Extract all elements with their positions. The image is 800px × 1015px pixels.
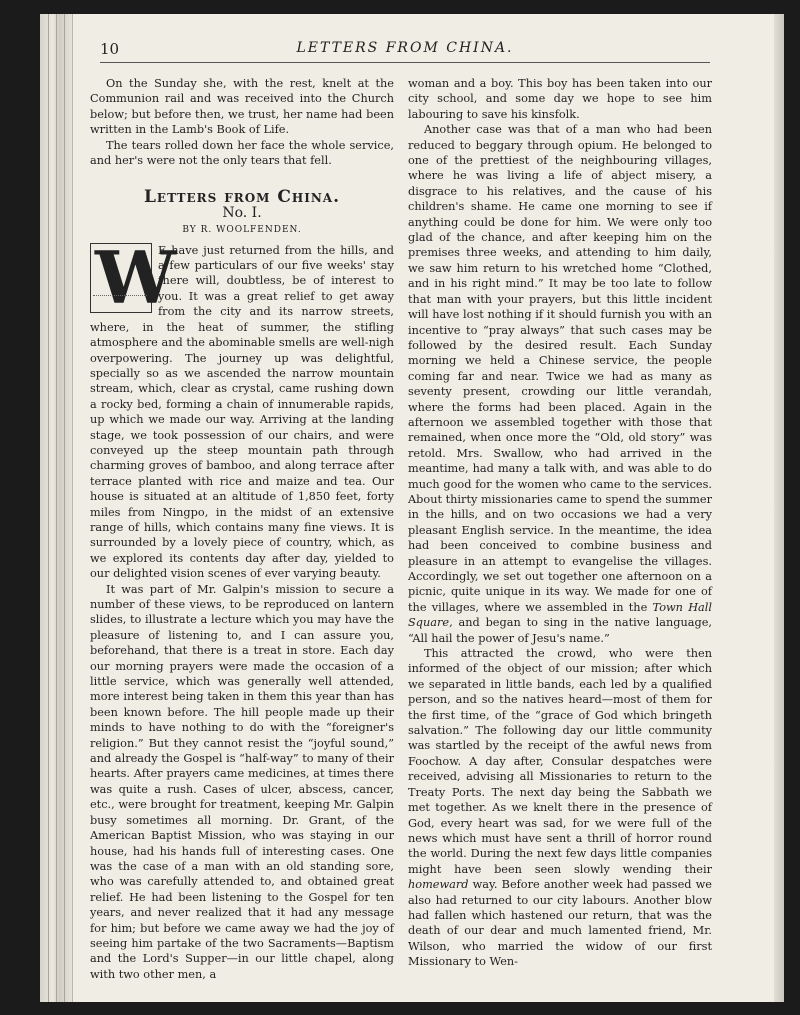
byline: BY R. WOOLFENDEN.	[182, 225, 302, 236]
italic-text: homeward	[408, 878, 469, 892]
spine-line	[64, 14, 65, 1002]
paragraph: woman and a boy. This boy has been taken into our city school, and some day we hope to see him labouring to save his kinsfolk.	[408, 77, 712, 121]
book-spine	[40, 14, 73, 1002]
dropcap-letter: W	[95, 234, 176, 320]
paragraph: It was part of Mr. Galpin's mission to secure a number of these views, to be reproduced on lantern slides, to illustrate a lecture which you may have the pleasure of listening to, and I can assure you, beforehand, that there is a treat in store. Each day our morning prayers were made the occasion of a little service, which was generally well attended, more interest being taken in them this year than has been known before. The hill people made up their minds to have nothing to do with the “foreigner's religion.” But they cannot resist the “joyful sound,” and already the Gospel is “half-way” to many of their hearts. After prayers came medicines, at times there was quite a rush. Cases of ulcer, abscess, cancer, etc., were brought for treatment, keeping Mr. Galpin busy sometimes all morning. Dr. Grant, of the American Baptist Mission, who was staying in our house, had his hands full of interesting cases. One was the case of a man with an old standing sore, who was carefully attended to, and obtained great relief. He had been listening to the Gospel for ten years, and never realized that it had any message for him; but before we came away we had the joy of seeing him partake of the two Sacraments—Baptism and the Lord's Supper—in our little chapel, along with two other men, a	[90, 582, 394, 981]
page-number: 10	[100, 40, 120, 58]
spine-line	[56, 14, 57, 1002]
paragraph: E have just returned from the hills, and a few particulars of our five weeks' stay there will, doubtless, be of interest to you. It was a great relief to get away from the city and its narrow streets, where, in the heat of summer, the stifling atmosphere and the abominable smells are well-nigh overpowering. The journey up was delightful, specially so as we ascended the narrow mountain stream, which, clear as crystal, came rushing down a rocky bed, forming a chain of innumerable rapids, up which we made our way. Arriving at the landing stage, we took possession of our chairs, and were conveyed up the steep mountain path through charming groves of bamboo, and along terrace after terrace planted with rice and maize and tea. Our house is situated at an altitude of 1,850 feet, forty miles from Ningpo, in the midst of an extensive range of hills, which contains many fine views. It is surrounded by a lovely piece of country, which, as we explored its contents day after day, yielded to our delighted vision scenes of ever varying beauty.	[90, 243, 394, 581]
text-run: way. Before another week had passed we also had returned to our city labours. Another blow had fallen which hastened our return, that was the death of our dear and much lamented friend, Mr. Wilson, who married the widow of our first Missionary to Wen-	[408, 878, 712, 969]
paragraph: On the Sunday she, with the rest, knelt at the Communion rail and was received into the Church below; but before then, we trust, her name had been written in the Lamb's Book of Life.	[90, 77, 394, 137]
article-title: Letters from China.	[143, 187, 341, 208]
header-rule	[100, 62, 710, 63]
paragraph	[408, 122, 712, 646]
spine-line	[48, 14, 49, 1002]
article-number: No. I.	[222, 204, 262, 221]
text-run: and began to sing in the native language, “All hail the power of Jesu's name.”	[408, 616, 712, 645]
right-column	[408, 76, 712, 970]
ornament-flourish	[93, 295, 147, 310]
paragraph: The tears rolled down her face the whole service, and her's were not the only tears that fell.	[90, 138, 394, 168]
dropcap-ornament	[90, 234, 176, 320]
left-column	[90, 76, 394, 982]
running-title: LETTERS FROM CHINA.	[296, 40, 514, 56]
page-edge	[774, 14, 784, 1002]
text-run: Another case was that of a man who had been reduced to beggary through opium. He belonged to one of the prettiest of the neighbouring villages, where he was living a life of abject misery, a disgrace to his relatives, and the cause of his children's shame. He came one morning to see if anything could be done for him. We were only too glad of the chance, and after keeping him on the premises three weeks, and attending to him daily, we saw him return to his wretched home “Clothed, and in his right mind.” It may be too late to follow that man with your prayers, but this little incident will have lost nothing if it should furnish you with an incentive to “pray always” that such cases may be followed by the desired result. Each Sunday morning we held a Chinese service, the people coming far and near. Twice we had as many as seventy present, crowding our little verandah, where the forms had been placed. Again in the afternoon we assembled together with those that remained, when once more the “Old, old story” was retold. Mrs. Swallow, who had arrived in the meantime, had many a talk with, and was able to do much good for the women who came to the services. About thirty missionaries came to spend the summer in the hills, and on two occasions we had a very pleasant English service. In the meantime, the idea had been conceived to combine business and pleasure in an attempt to evangelise the villages. Accordingly, we set out together one afternoon on a picnic, quite unique in its way. We made for one of the villages, where we assembled in the	[408, 123, 712, 614]
italic-text: Town Hall Square,	[408, 600, 713, 630]
paragraph	[408, 646, 712, 970]
text-run: This attracted the crowd, who were then informed of the object of our mission; after which we separated in little bands, each led by a qualified person, and so the natives heard—most of them for the first time, of the “grace of God which bringeth salvation.” The following day our little community was startled by the receipt of the awful news from Foochow. A day after, Consular despatches were received, advising all Missionaries to return to the Treaty Ports. The next day being the Sabbath we met together. As we knelt there in the presence of God, every heart was sad, for we were full of the news which must have sent a thrill of horror round the world. During the next few days little companies might have been seen slowly wending their	[408, 647, 712, 876]
